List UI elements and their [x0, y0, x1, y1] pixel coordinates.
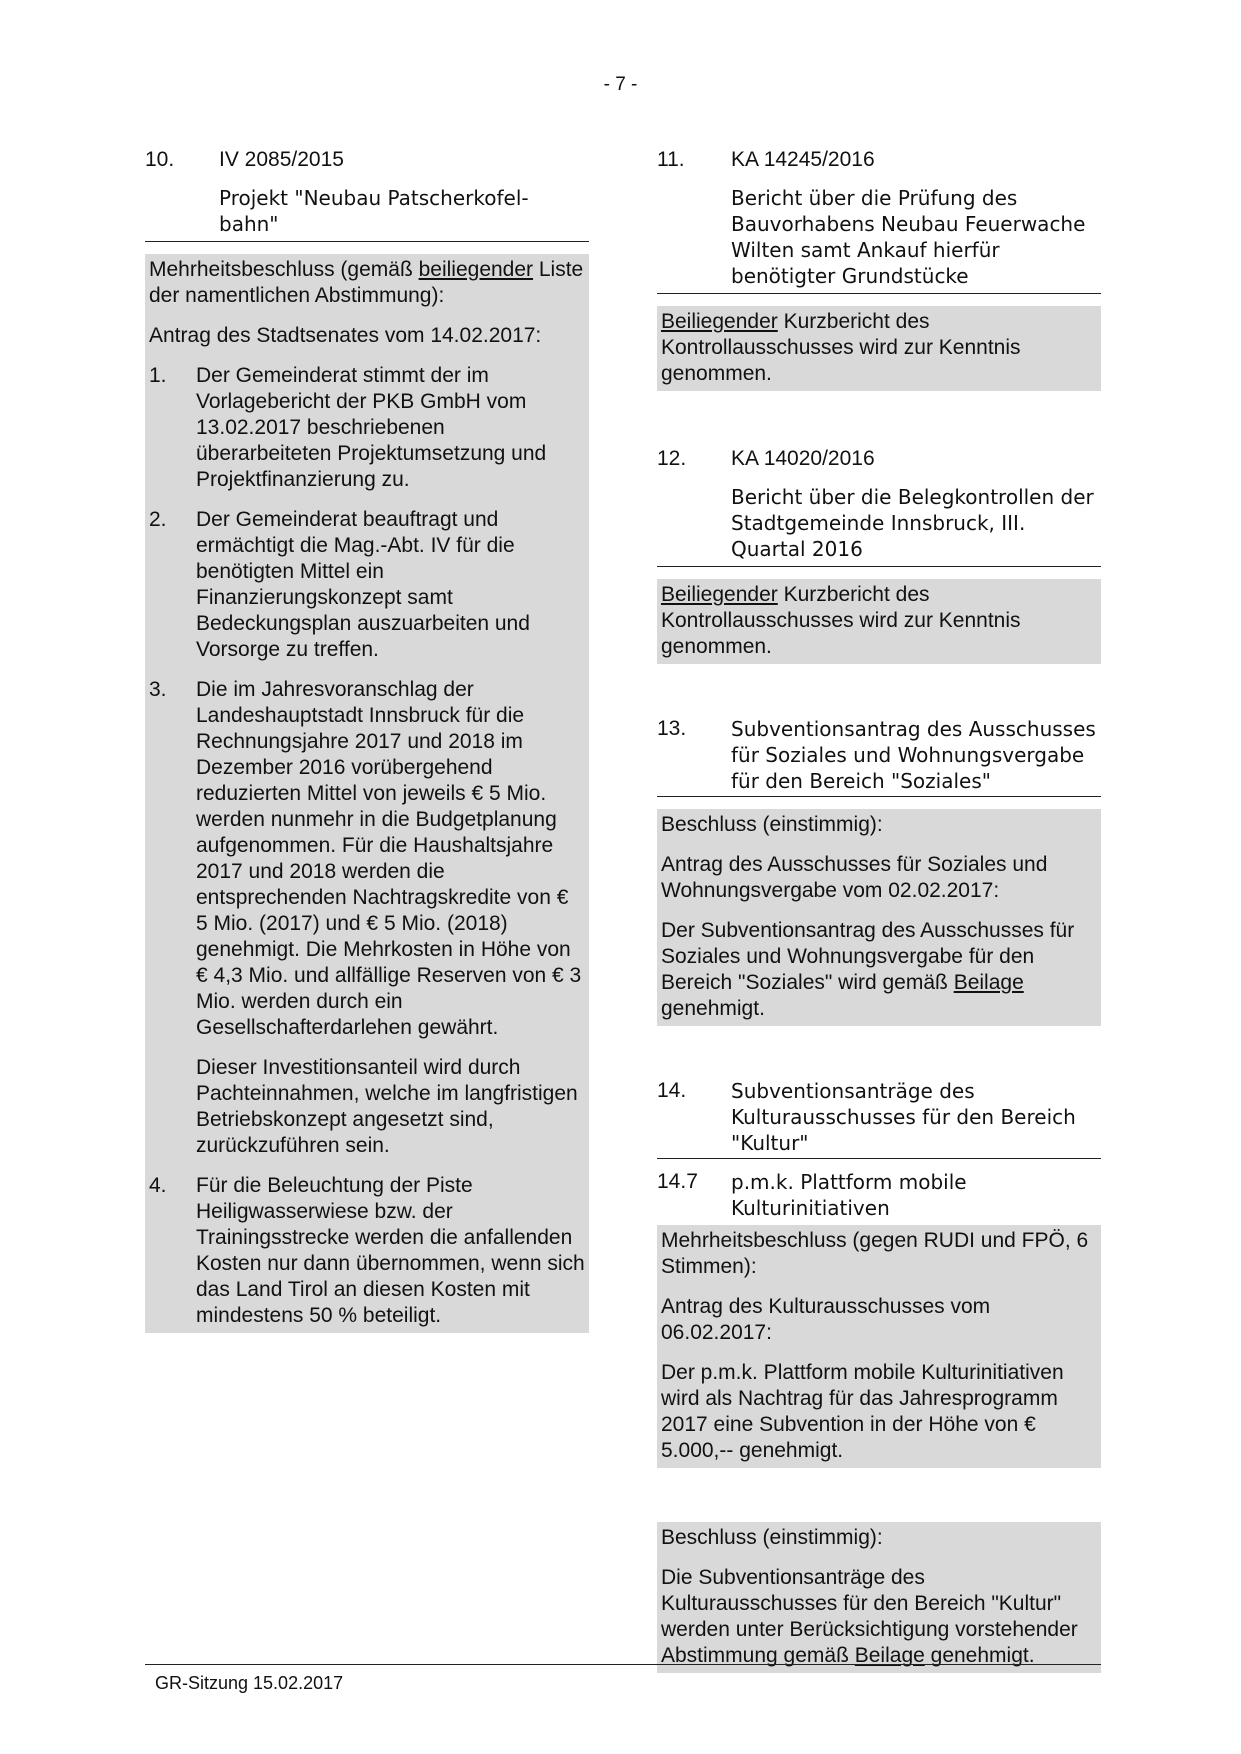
- decision-text: [661, 582, 1097, 660]
- item-title: Bericht über die Prüfung des Bauvorhabens Neubau Feuerwache Wilten samt Ankauf hierfür benötigter Grundstücke: [731, 186, 1086, 288]
- decision-prefix: Mehrheitsbeschluss (gemäß: [149, 258, 419, 281]
- attachment-link[interactable]: beiliegender: [418, 258, 534, 281]
- list-text: Die im Jahresvoranschlag der Landeshauptstadt Innsbruck für die Rechnungsjahre 2017 und 2018 im Dezember 2016 vorübergehend reduzierten Mittel von jeweils € 5 Mio. werden nunmehr in die Budgetplanung aufgenommen. Für die Haushaltsjahre 2017 und 2018 werden die entsprechenden Nachtragskredite von € 5 Mio. (2017) und € 5 Mio. (2018) genehmigt. Die Mehrkosten in Höhe von € 4,3 Mio. und allfällige Reserven von € 3 Mio. werden durch ein Gesellschafterdarlehen gewährt.: [196, 678, 582, 1039]
- item-12-header: [657, 446, 1101, 472]
- attachment-link[interactable]: Beilage: [854, 1644, 925, 1667]
- item-title: Bericht über die Belegkontrollen der Stadtgemeinde Innsbruck, III. Quartal 2016: [731, 485, 1094, 561]
- item-14-header: [657, 1078, 1101, 1156]
- item-title: Subventionsanträge des Kulturausschusses für den Bereich "Kultur": [731, 1079, 1076, 1155]
- divider: [657, 566, 1101, 567]
- list-number: 2.: [149, 508, 167, 531]
- item-code: KA 14020/2016: [731, 447, 875, 470]
- list-text: Für die Beleuchtung der Piste Heiligwasserwiese bzw. der Trainingsstrecke werden die anfallenden Kosten nur dann übernommen, wenn sich das Land Tirol an diesen Kosten mit mindestens 50 % beteiligt.: [196, 1174, 585, 1327]
- item-10-header: [145, 147, 589, 173]
- final-decision-box: [657, 1522, 1101, 1673]
- decision-text: Beschluss (einstimmig):: [661, 1526, 883, 1549]
- sub-item-number: 14.7: [657, 1170, 698, 1193]
- item-title: [219, 185, 589, 239]
- decision-text: Beschluss (einstimmig):: [661, 813, 883, 836]
- item-number: 11.: [657, 148, 685, 171]
- motion-text: Antrag des Kulturausschusses vom 06.02.2017:: [661, 1295, 991, 1344]
- right-column: [657, 147, 1101, 1673]
- motion-text: Antrag des Stadtsenates vom 14.02.2017:: [149, 324, 542, 347]
- footer-text: GR-Sitzung 15.02.2017: [155, 1673, 344, 1693]
- decision-text: [149, 257, 585, 309]
- body-prefix: Die Subventionsanträge des Kulturausschusses für den Bereich "Kultur" werden unter Berücksichtigung vorstehender Abstimmung gemäß: [661, 1566, 1078, 1667]
- divider: [657, 796, 1101, 797]
- sub-item-title: p.m.k. Plattform mobile Kulturinitiativen: [731, 1170, 967, 1220]
- list-number: 3.: [149, 678, 167, 701]
- decision-box: [657, 809, 1101, 1026]
- decision-box: [657, 306, 1101, 391]
- decision-suffix: Liste der namentlichen Abstimmung):: [149, 258, 584, 307]
- footer-divider: [145, 1664, 1101, 1665]
- decision-body: Der p.m.k. Plattform mobile Kulturinitiativen wird als Nachtrag für das Jahresprogramm 2017 eine Subvention in der Höhe von € 5.000,-- genehmigt.: [661, 1361, 1064, 1462]
- divider: [657, 293, 1101, 294]
- item-number: 13.: [657, 717, 687, 740]
- decision-box: [657, 579, 1101, 664]
- item-code: KA 14245/2016: [731, 148, 875, 171]
- sub-item-header: [657, 1169, 1101, 1221]
- list-item: [149, 363, 585, 493]
- page-number: - 7 -: [603, 74, 638, 95]
- list-number: 1.: [149, 364, 167, 387]
- attachment-link[interactable]: Beiliegender: [661, 583, 778, 606]
- item-title: Subventionsantrag des Ausschusses für Soziales und Wohnungsvergabe für den Bereich "Soziales": [731, 717, 1096, 793]
- divider: [145, 241, 589, 242]
- item-title-line1: Projekt "Neubau Patscherkofel-: [219, 186, 529, 210]
- motion-text: Antrag des Ausschusses für Soziales und Wohnungsvergabe vom 02.02.2017:: [661, 853, 1048, 902]
- decision-box: [657, 1225, 1101, 1468]
- list-number: 4.: [149, 1174, 167, 1197]
- list-text: Der Gemeinderat beauftragt und ermächtigt die Mag.-Abt. IV für die benötigten Mittel ein Finanzierungskonzept samt Bedeckungsplan auszuarbeiten und Vorsorge zu treffen.: [196, 508, 530, 661]
- decision-text: Mehrheitsbeschluss (gegen RUDI und FPÖ, 6 Stimmen):: [661, 1229, 1089, 1278]
- body-suffix: genehmigt.: [661, 997, 765, 1020]
- divider: [657, 1158, 1101, 1159]
- decision-box: [145, 254, 589, 1333]
- list-item: [149, 507, 585, 663]
- item-number: 10.: [145, 148, 175, 171]
- decision-body: [661, 918, 1097, 1022]
- body-suffix: genehmigt.: [924, 1644, 1035, 1667]
- attachment-link[interactable]: Beiliegender: [661, 310, 778, 333]
- body-prefix: Der Subventionsantrag des Ausschusses für Soziales und Wohnungsvergabe für den Bereich "Soziales" wird gemäß: [661, 919, 1075, 994]
- item-title-line2: bahn": [219, 212, 279, 236]
- list-text-continued: Dieser Investitionsanteil wird durch Pachteinnahmen, welche im langfristigen Betriebskonzept angesetzt sind, zurückzuführen sein.: [196, 1056, 578, 1157]
- decision-text: [661, 309, 1097, 387]
- item-number: 14.: [657, 1079, 687, 1102]
- decision-suffix: Kurzbericht des Kontrollausschusses wird zur Kenntnis genommen.: [661, 583, 1021, 658]
- decision-suffix: Kurzbericht des Kontrollausschusses wird zur Kenntnis genommen.: [661, 310, 1021, 385]
- item-11-header: [657, 147, 1101, 173]
- item-code: IV 2085/2015: [219, 148, 344, 171]
- left-column: [145, 147, 589, 1333]
- decision-body: [661, 1565, 1097, 1669]
- list-item: [149, 1173, 585, 1329]
- item-number: 12.: [657, 447, 687, 470]
- list-text: Der Gemeinderat stimmt der im Vorlagebericht der PKB GmbH vom 13.02.2017 beschriebenen überarbeiteten Projektumsetzung und Projektfinanzierung zu.: [196, 364, 547, 491]
- list-item: [149, 677, 585, 1159]
- item-13-header: [657, 716, 1101, 794]
- attachment-link[interactable]: Beilage: [953, 971, 1024, 994]
